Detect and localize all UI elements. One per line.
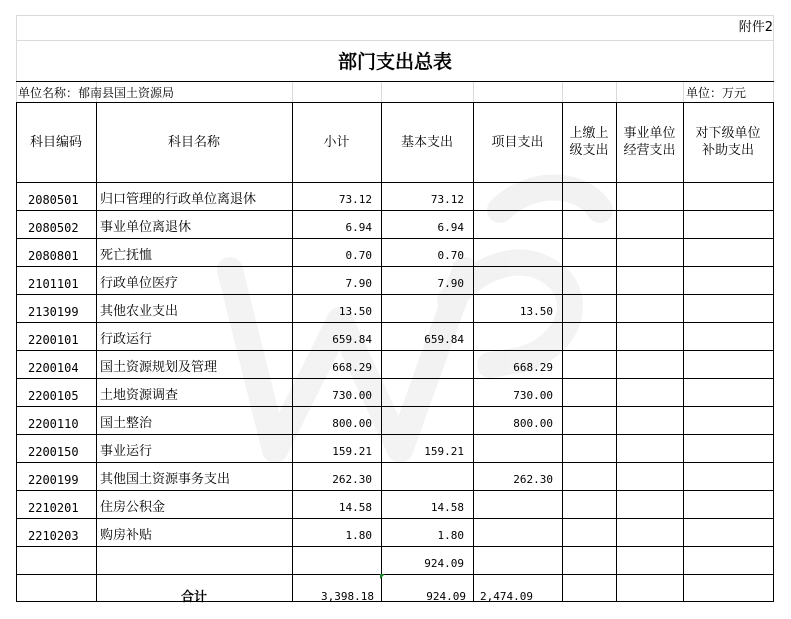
title-bottom-border bbox=[16, 81, 774, 82]
row-subtotal: 7.90 bbox=[345, 277, 372, 290]
gridline bbox=[683, 81, 684, 102]
row-project bbox=[473, 518, 553, 546]
gridline bbox=[16, 15, 774, 16]
row-project bbox=[473, 210, 553, 238]
total-subtotal: 3,398.18 bbox=[321, 590, 374, 603]
row-project bbox=[473, 238, 553, 266]
row-code: 2210203 bbox=[28, 529, 79, 543]
row-code: 2200105 bbox=[28, 389, 79, 403]
total-project: 2,474.09 bbox=[480, 590, 533, 603]
row-project bbox=[473, 182, 553, 210]
row-subtotal: 13.50 bbox=[338, 305, 372, 318]
row-subtotal: 14.58 bbox=[338, 501, 372, 514]
row-name: 死亡抚恤 bbox=[100, 248, 153, 263]
row-basic bbox=[381, 294, 464, 322]
header-name: 科目名称 bbox=[167, 134, 220, 150]
row-name: 土地资源调查 bbox=[100, 388, 179, 403]
gridline bbox=[473, 81, 474, 102]
unit-name-label: 单位名称：郁南县国土资源局 bbox=[18, 86, 175, 100]
row-name: 归口管理的行政单位离退休 bbox=[100, 192, 257, 207]
row-basic bbox=[381, 462, 464, 490]
row-code: 2080801 bbox=[28, 249, 79, 263]
col-border bbox=[773, 102, 774, 602]
row-name: 行政单位医疗 bbox=[100, 276, 179, 291]
annex-label: 附件2 bbox=[738, 20, 773, 35]
row-name bbox=[100, 546, 290, 574]
row-basic bbox=[381, 350, 464, 378]
gridline bbox=[381, 81, 382, 102]
header-upper: 上缴上 级支出 bbox=[569, 126, 609, 158]
gridline bbox=[292, 81, 293, 102]
row-project: 730.00 bbox=[513, 389, 553, 402]
row-code: 2200199 bbox=[28, 473, 79, 487]
row-project: 668.29 bbox=[513, 361, 553, 374]
row-basic: 73.12 bbox=[430, 193, 464, 206]
row-name: 事业运行 bbox=[100, 444, 153, 459]
row-project: 800.00 bbox=[513, 417, 553, 430]
row-name: 购房补贴 bbox=[100, 528, 153, 543]
row-basic: 6.94 bbox=[437, 221, 464, 234]
row-code: 2080501 bbox=[28, 193, 79, 207]
row-name: 其他国土资源事务支出 bbox=[100, 472, 231, 487]
header-basic: 基本支出 bbox=[400, 134, 453, 150]
row-project bbox=[473, 434, 553, 462]
row-subtotal: 730.00 bbox=[332, 389, 372, 402]
row-basic: 159.21 bbox=[424, 445, 464, 458]
row-basic: 14.58 bbox=[430, 501, 464, 514]
row-basic: 1.80 bbox=[437, 529, 464, 542]
row-basic bbox=[381, 378, 464, 406]
row-project: 262.30 bbox=[513, 473, 553, 486]
row-subtotal: 73.12 bbox=[338, 193, 372, 206]
row-project bbox=[473, 322, 553, 350]
row-basic: 659.84 bbox=[424, 333, 464, 346]
row-code: 2210201 bbox=[28, 501, 79, 515]
row-project bbox=[473, 266, 553, 294]
gridline bbox=[616, 81, 617, 102]
row-name: 国土整治 bbox=[100, 416, 153, 431]
row-subtotal: 668.29 bbox=[332, 361, 372, 374]
row-code: 2200150 bbox=[28, 445, 79, 459]
row-subtotal bbox=[292, 546, 372, 574]
row-code bbox=[28, 546, 96, 574]
gridline bbox=[562, 81, 563, 102]
row-subtotal: 262.30 bbox=[332, 473, 372, 486]
row-basic bbox=[381, 406, 464, 434]
row-name: 其他农业支出 bbox=[100, 304, 179, 319]
row-basic: 924.09 bbox=[424, 557, 464, 570]
row-subtotal: 659.84 bbox=[332, 333, 372, 346]
page-title: 部门支出总表 bbox=[337, 51, 452, 73]
row-basic: 0.70 bbox=[437, 249, 464, 262]
row-code: 2200104 bbox=[28, 361, 79, 375]
header-subsidy: 对下级单位 补助支出 bbox=[695, 126, 761, 158]
header-business: 事业单位 经营支出 bbox=[623, 126, 676, 158]
header-project: 项目支出 bbox=[491, 134, 544, 150]
header-subtotal: 小计 bbox=[323, 134, 350, 150]
row-code: 2101101 bbox=[28, 277, 79, 291]
row-code: 2080502 bbox=[28, 221, 79, 235]
total-row-border bbox=[16, 574, 774, 575]
row-subtotal: 1.80 bbox=[345, 529, 372, 542]
row-code: 2200101 bbox=[28, 333, 79, 347]
row-basic: 7.90 bbox=[437, 277, 464, 290]
row-project bbox=[473, 546, 553, 574]
row-name: 事业单位离退休 bbox=[100, 220, 192, 235]
total-basic: 924.09 bbox=[426, 590, 466, 603]
row-subtotal: 0.70 bbox=[345, 249, 372, 262]
gridline bbox=[16, 40, 774, 41]
row-project bbox=[473, 490, 553, 518]
row-subtotal: 159.21 bbox=[332, 445, 372, 458]
row-code: 2130199 bbox=[28, 305, 79, 319]
row-project: 13.50 bbox=[519, 305, 553, 318]
row-subtotal: 800.00 bbox=[332, 417, 372, 430]
header-code: 科目编码 bbox=[29, 134, 82, 150]
total-label: 合计 bbox=[180, 590, 207, 605]
row-code: 2200110 bbox=[28, 417, 79, 431]
row-name: 住房公积金 bbox=[100, 500, 166, 515]
row-subtotal: 6.94 bbox=[345, 221, 372, 234]
row-name: 国土资源规划及管理 bbox=[100, 360, 218, 375]
row-name: 行政运行 bbox=[100, 332, 153, 347]
unit-label: 单位：万元 bbox=[686, 86, 747, 100]
